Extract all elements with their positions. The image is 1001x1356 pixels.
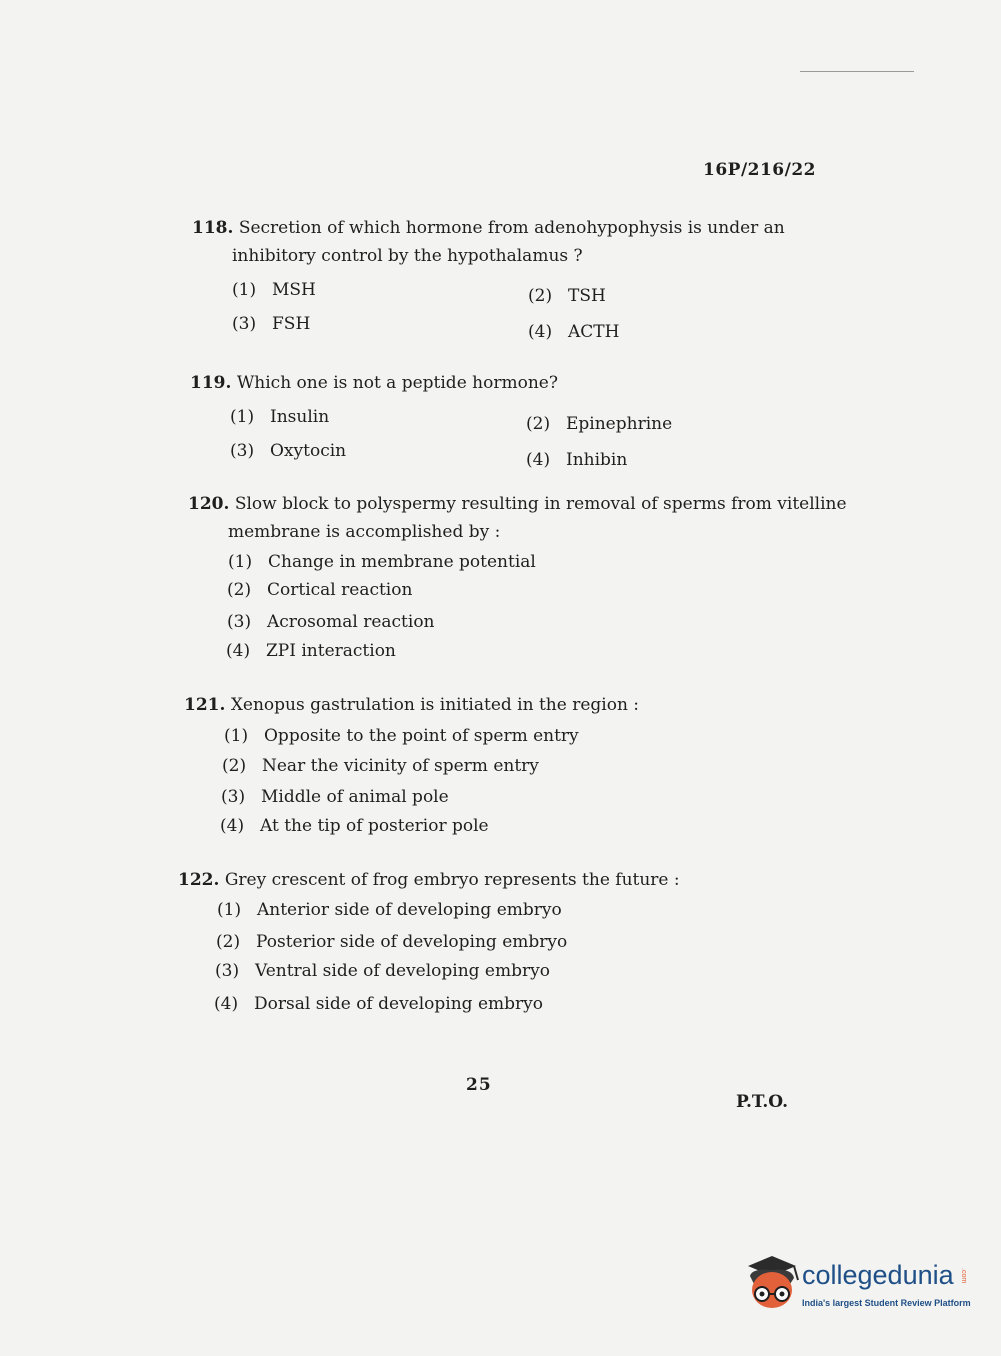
option-118-3: (3) FSH [232,314,311,334]
option-120-4: (4) ZPI interaction [226,641,396,661]
option-121-2: (2) Near the vicinity of sperm entry [222,756,539,776]
question-119 [190,369,558,397]
question-number: 119. [190,373,232,393]
question-stem-cont: membrane is accomplished by : [228,522,501,542]
option-121-4: (4) At the tip of posterior pole [220,816,489,836]
question-number: 120. [188,494,230,514]
page-number: 25 [466,1075,492,1095]
brand-com: .com [960,1268,967,1284]
paper-code: 16P/216/22 [703,160,817,180]
question-stem: Slow block to polyspermy resulting in removal of sperms from vitelline [234,494,847,514]
option-119-4: (4) Inhibin [526,450,628,470]
option-118-2: (2) TSH [528,286,606,306]
brand-name: collegedunia [802,1260,954,1290]
option-119-3: (3) Oxytocin [230,441,347,461]
option-119-1: (1) Insulin [230,407,330,427]
option-121-1: (1) Opposite to the point of sperm entry [224,726,579,746]
option-119-2: (2) Epinephrine [526,414,673,434]
option-118-1: (1) MSH [232,280,316,300]
question-number: 121. [184,695,226,715]
question-stem: Xenopus gastrulation is initiated in the region : [230,695,640,715]
option-120-2: (2) Cortical reaction [227,580,413,600]
question-121 [184,691,639,719]
question-number: 118. [192,218,234,238]
question-stem: Grey crescent of frog embryo represents the future : [224,870,680,890]
question-118 [192,214,785,270]
top-rule [800,71,914,72]
question-stem: Which one is not a peptide hormone? [236,373,558,393]
brand-tagline: India's largest Student Review Platform [802,1298,971,1308]
option-120-1: (1) Change in membrane potential [228,552,536,572]
option-122-2: (2) Posterior side of developing embryo [216,932,568,952]
question-120 [188,490,847,546]
option-120-3: (3) Acrosomal reaction [227,612,435,632]
question-number: 122. [178,870,220,890]
collegedunia-logo [742,1250,972,1320]
option-121-3: (3) Middle of animal pole [221,787,449,807]
question-stem: Secretion of which hormone from adenohypophysis is under an [238,218,785,238]
option-118-4: (4) ACTH [528,322,620,342]
question-stem-cont: inhibitory control by the hypothalamus ? [232,246,583,266]
question-122 [178,866,680,894]
option-122-4: (4) Dorsal side of developing embryo [214,994,543,1014]
option-122-1: (1) Anterior side of developing embryo [217,900,562,920]
mascot-icon [742,1250,802,1314]
option-122-3: (3) Ventral side of developing embryo [215,961,550,981]
pto-label: P.T.O. [736,1092,788,1112]
